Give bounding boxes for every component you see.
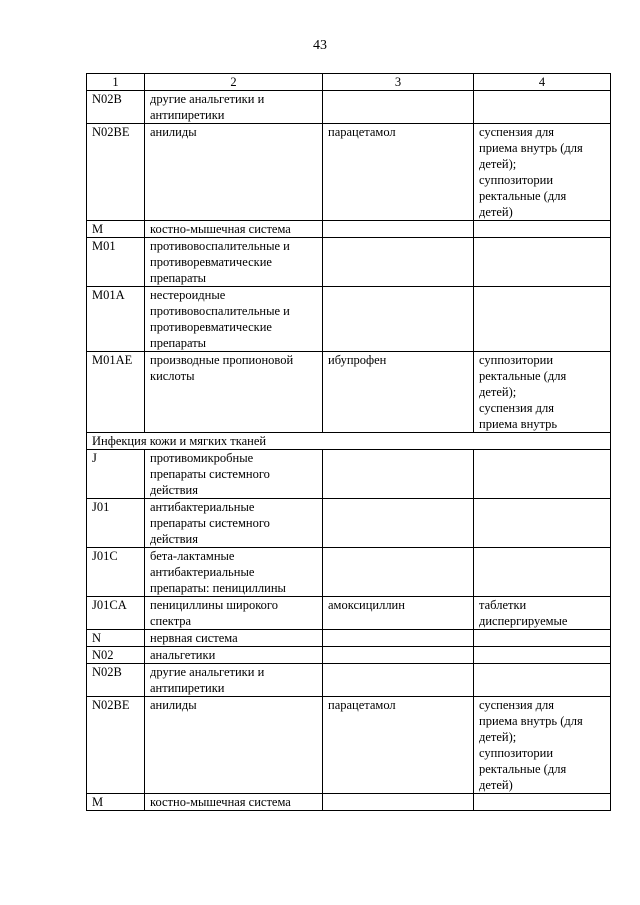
atc-code-cell: N02 (87, 647, 145, 664)
table-row (87, 238, 611, 287)
table-body (87, 91, 611, 811)
group-name-cell: антибактериальные препараты системного действия (145, 499, 323, 548)
atc-code-cell: N02BE (87, 124, 145, 221)
group-name-cell: нестероидные противовоспалительные и противоревматические препараты (145, 287, 323, 352)
dosage-form-cell (474, 221, 611, 238)
atc-code-cell: J01C (87, 548, 145, 597)
dosage-form-cell (474, 91, 611, 124)
table-row (87, 287, 611, 352)
dosage-form-cell (474, 499, 611, 548)
table-row (87, 697, 611, 794)
atc-code-cell: M (87, 221, 145, 238)
column-header-1: 1 (87, 74, 145, 91)
atc-code-cell: N (87, 630, 145, 647)
atc-code-cell: M01 (87, 238, 145, 287)
group-name-cell: анилиды (145, 124, 323, 221)
table-row (87, 124, 611, 221)
group-name-cell: производные пропионовой кислоты (145, 352, 323, 433)
dosage-form-cell (474, 287, 611, 352)
dosage-form-cell: суспензия для приема внутрь (для детей); суппозитории ректальные (для детей) (474, 124, 611, 221)
dosage-form-cell (474, 664, 611, 697)
drug-name-cell: парацетамол (323, 697, 474, 794)
dosage-form-cell: таблетки диспергируемые (474, 597, 611, 630)
drug-name-cell (323, 664, 474, 697)
drug-name-cell (323, 450, 474, 499)
group-name-cell: бета-лактамные антибактериальные препараты: пенициллины (145, 548, 323, 597)
dosage-form-cell (474, 794, 611, 811)
drug-name-cell (323, 647, 474, 664)
table-row (87, 597, 611, 630)
dosage-form-cell (474, 548, 611, 597)
drug-name-cell (323, 287, 474, 352)
table-row (87, 548, 611, 597)
table-row (87, 630, 611, 647)
table-header-row (87, 74, 611, 91)
group-name-cell: костно-мышечная система (145, 794, 323, 811)
atc-code-cell: J01 (87, 499, 145, 548)
group-name-cell: противовоспалительные и противоревматические препараты (145, 238, 323, 287)
column-header-4: 4 (474, 74, 611, 91)
drug-name-cell: амоксициллин (323, 597, 474, 630)
group-name-cell: пенициллины широкого спектра (145, 597, 323, 630)
drug-name-cell: ибупрофен (323, 352, 474, 433)
group-name-cell: противомикробные препараты системного действия (145, 450, 323, 499)
column-header-3: 3 (323, 74, 474, 91)
dosage-form-cell: суппозитории ректальные (для детей); суспензия для приема внутрь (474, 352, 611, 433)
table-row (87, 794, 611, 811)
dosage-form-cell (474, 238, 611, 287)
table-row (87, 221, 611, 238)
atc-code-cell: J01CA (87, 597, 145, 630)
table-row (87, 664, 611, 697)
drug-name-cell: парацетамол (323, 124, 474, 221)
atc-code-cell: M01AE (87, 352, 145, 433)
atc-code-cell: N02B (87, 91, 145, 124)
dosage-form-cell (474, 630, 611, 647)
atc-code-cell: M01A (87, 287, 145, 352)
table-row (87, 499, 611, 548)
atc-code-cell: M (87, 794, 145, 811)
drug-name-cell (323, 91, 474, 124)
drug-name-cell (323, 221, 474, 238)
dosage-form-cell (474, 450, 611, 499)
page-number: 43 (313, 38, 327, 53)
drug-name-cell (323, 548, 474, 597)
group-name-cell: другие анальгетики и антипиретики (145, 664, 323, 697)
group-name-cell: анальгетики (145, 647, 323, 664)
group-name-cell: анилиды (145, 697, 323, 794)
drug-table (86, 73, 611, 811)
dosage-form-cell (474, 647, 611, 664)
group-name-cell: другие анальгетики и антипиретики (145, 91, 323, 124)
column-header-2: 2 (145, 74, 323, 91)
group-name-cell: нервная система (145, 630, 323, 647)
group-name-cell: костно-мышечная система (145, 221, 323, 238)
dosage-form-cell: суспензия для приема внутрь (для детей); суппозитории ректальные (для детей) (474, 697, 611, 794)
drug-name-cell (323, 794, 474, 811)
table-row (87, 352, 611, 433)
drug-name-cell (323, 630, 474, 647)
atc-code-cell: N02B (87, 664, 145, 697)
section-title: Инфекция кожи и мягких тканей (87, 433, 611, 450)
table-section-row (87, 433, 611, 450)
drug-name-cell (323, 238, 474, 287)
atc-code-cell: J (87, 450, 145, 499)
atc-code-cell: N02BE (87, 697, 145, 794)
table-row (87, 647, 611, 664)
drug-name-cell (323, 499, 474, 548)
table-row (87, 450, 611, 499)
table-row (87, 91, 611, 124)
